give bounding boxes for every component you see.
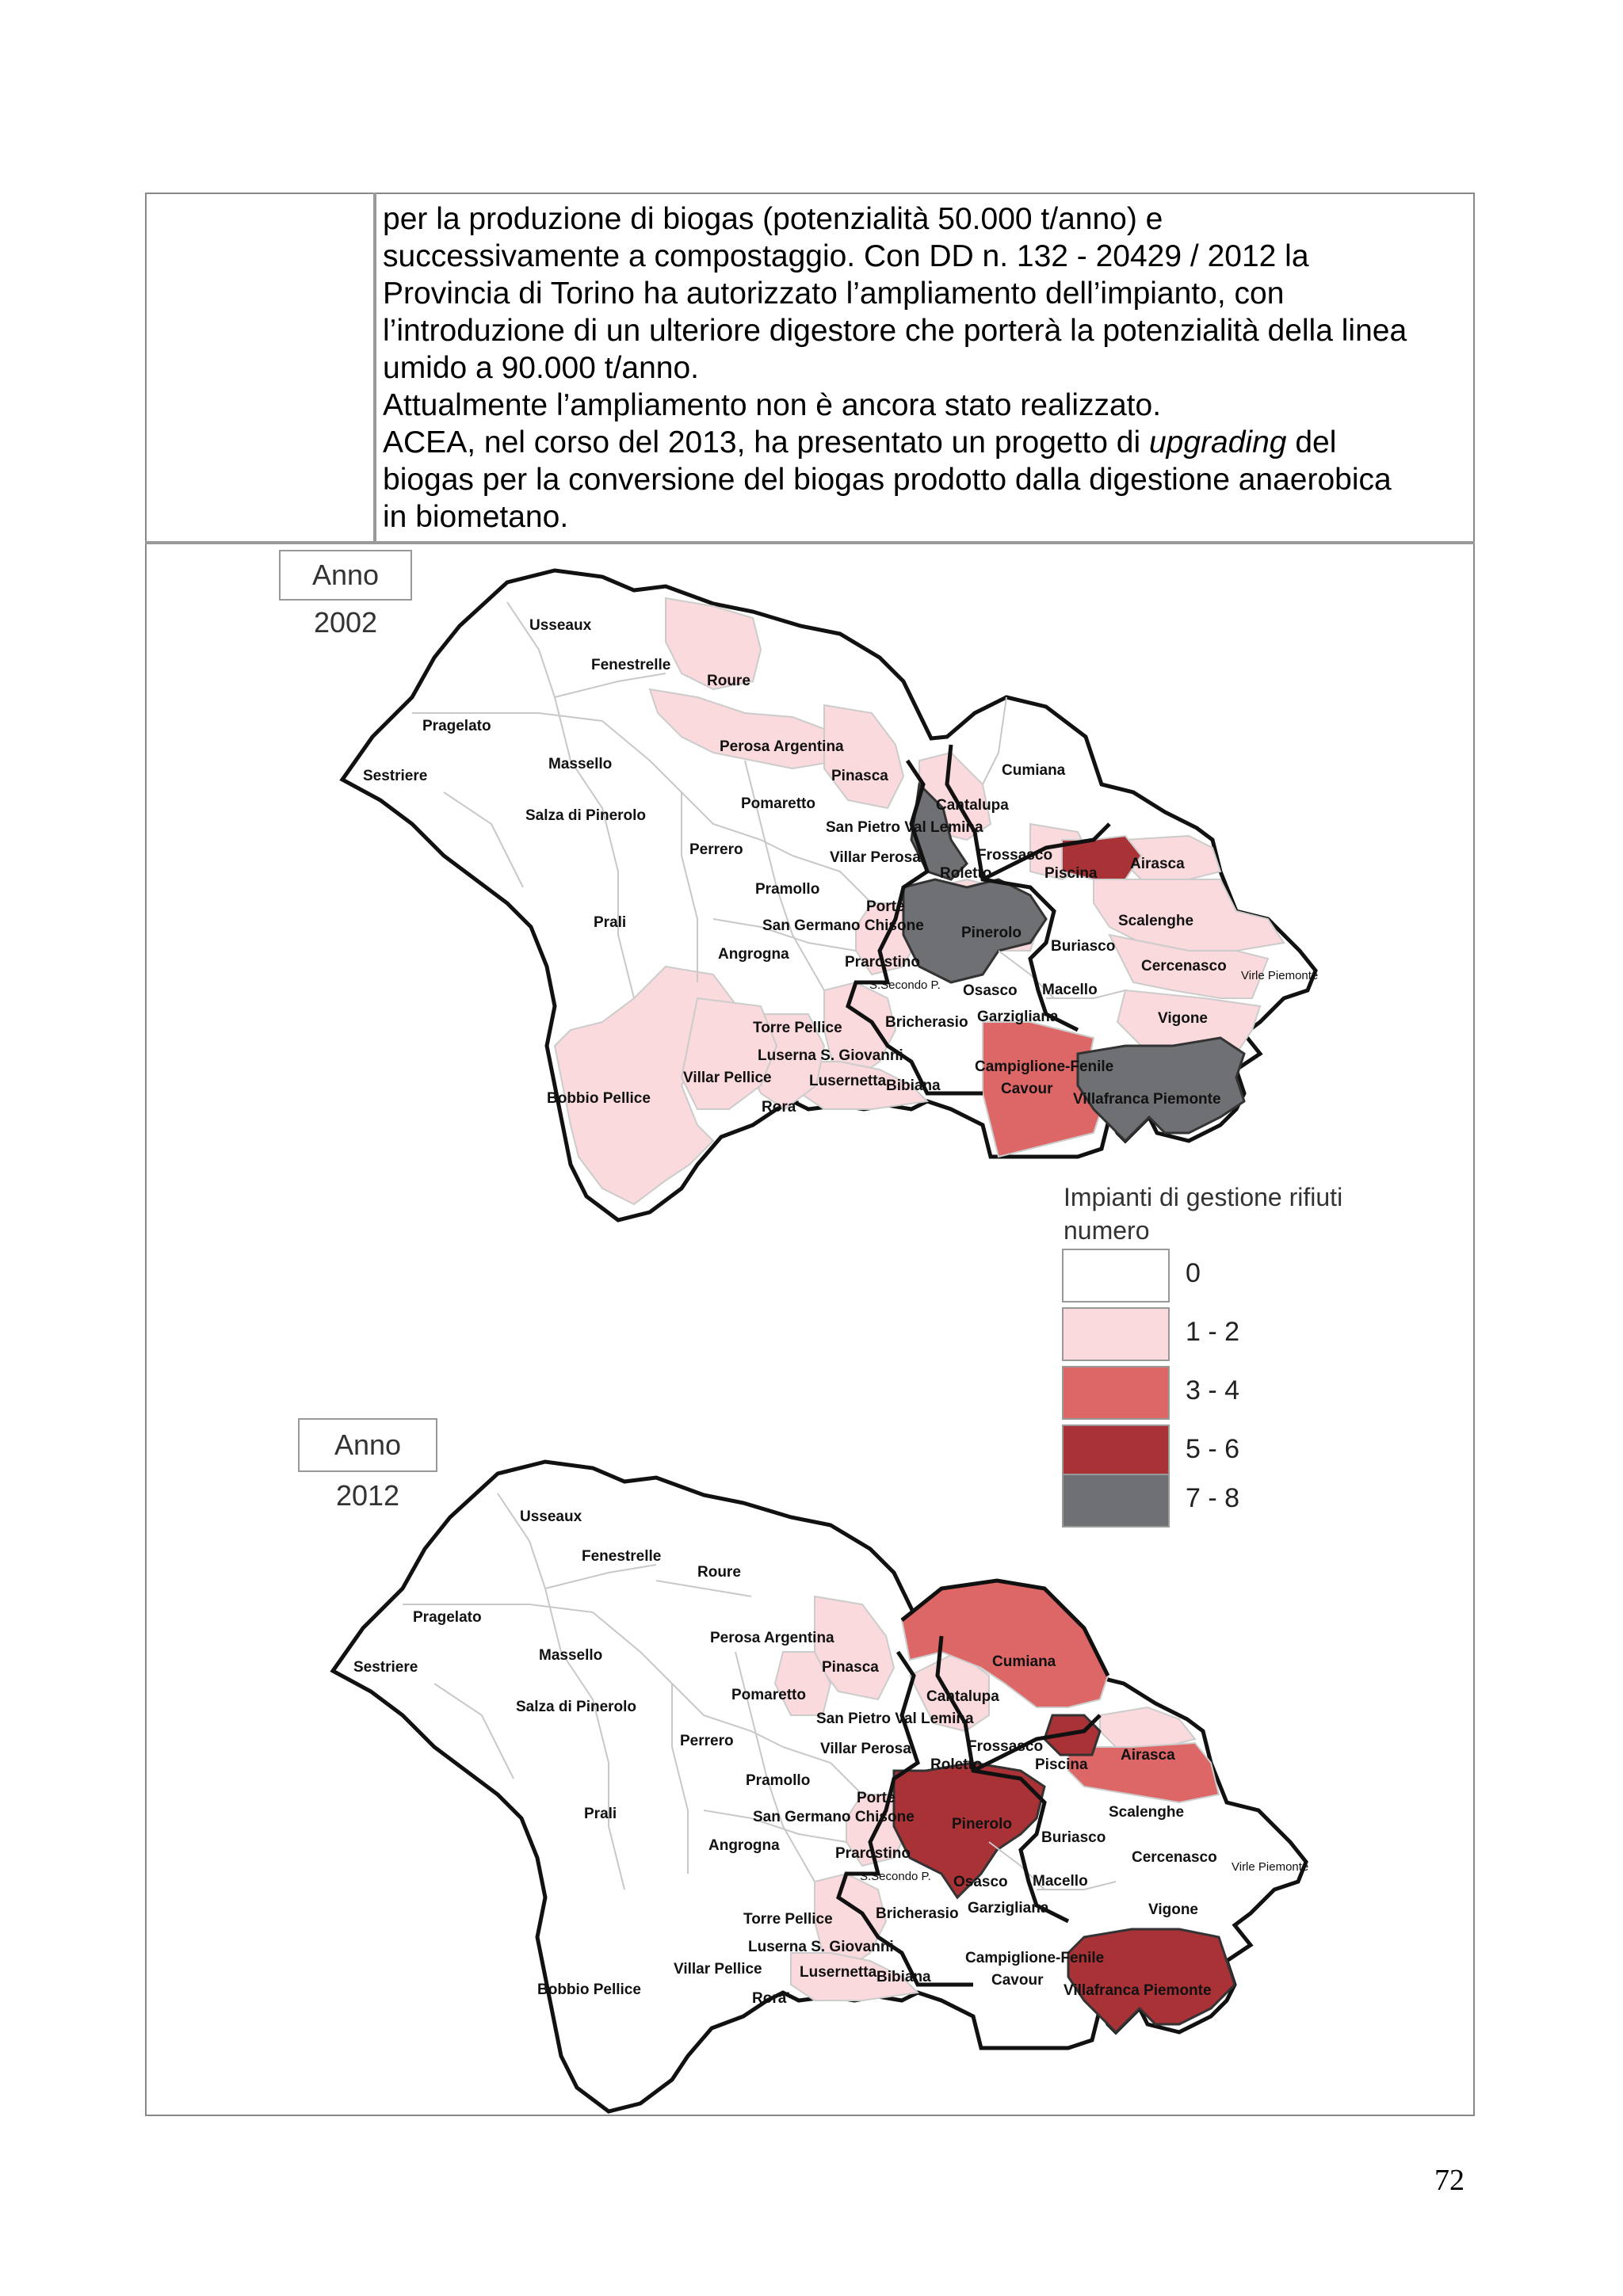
municipality-label: Scalenghe — [1118, 913, 1194, 929]
municipality-label: Scalenghe — [1109, 1804, 1185, 1821]
municipality-label: Torre Pellice — [743, 1911, 833, 1928]
municipality-label: Porte — [857, 1790, 896, 1806]
municipality-label: Cercenasco — [1141, 958, 1227, 974]
municipality-label: Pinasca — [831, 768, 888, 784]
municipality-label: Pomaretto — [731, 1687, 806, 1703]
municipality-label: Pragelato — [422, 718, 491, 734]
municipality-label: Garzigliana — [968, 1900, 1049, 1917]
municipality-label: Sestriere — [363, 768, 428, 784]
municipality-label: Macello — [1042, 982, 1098, 998]
municipality-label: Massello — [539, 1647, 603, 1664]
municipality-label: Usseaux — [520, 1508, 582, 1525]
text-line: per la produzione di biogas (potenzialità 50.000 t/anno) e — [383, 202, 1163, 236]
municipality-label: San Pietro Val Lemina — [826, 819, 983, 836]
legend-swatch — [1062, 1474, 1170, 1527]
municipality-label: Fenestrelle — [591, 657, 671, 673]
municipality-label: Cavour — [1001, 1081, 1053, 1097]
municipality-label: Sestriere — [353, 1659, 418, 1676]
municipality-label: Roure — [707, 673, 750, 689]
page-number: 72 — [1434, 2164, 1465, 2197]
municipality-label: San Germano Chisone — [762, 917, 924, 934]
municipality-label: Roure — [697, 1564, 741, 1581]
municipality-label: Vigone — [1148, 1901, 1198, 1918]
municipality-label: San Pietro Val Lemina — [816, 1711, 974, 1727]
legend-item — [1062, 1307, 1300, 1361]
municipality-label: Salza di Pinerolo — [525, 807, 647, 824]
municipality-label: Usseaux — [529, 617, 592, 634]
municipality-label: Bibiana — [886, 1077, 941, 1094]
municipality-label: Cercenasco — [1132, 1849, 1217, 1866]
municipality-label: Luserna S. Giovanni — [748, 1939, 894, 1955]
municipality-label: Villar Perosa — [820, 1741, 911, 1757]
municipality-label: Perrero — [680, 1733, 734, 1749]
text-line: umido a 90.000 t/anno. — [383, 351, 699, 385]
municipality-label: Pramollo — [746, 1772, 811, 1789]
legend-label: 0 — [1186, 1258, 1201, 1288]
municipality-label: Fenestrelle — [582, 1548, 662, 1565]
municipality-label: Rora' — [752, 1990, 790, 2007]
text-line: Attualmente l’ampliamento non è ancora stato realizzato. — [383, 388, 1162, 422]
municipality-label: Perrero — [689, 841, 743, 858]
municipality-label: Salza di Pinerolo — [516, 1699, 637, 1715]
year-label-2002: Anno 2002 — [279, 550, 412, 601]
legend-item — [1062, 1474, 1300, 1527]
text-fragment: ACEA, nel corso del 2013, ha presentato un progetto di — [383, 425, 1141, 460]
municipality-label: Piscina — [1044, 865, 1098, 882]
municipality-label: Torre Pellice — [753, 1020, 842, 1036]
municipality-label: Cumiana — [992, 1653, 1056, 1670]
municipality-label: Luserna S. Giovanni — [758, 1047, 903, 1064]
municipality-label: Osasco — [953, 1874, 1008, 1890]
map-2002 — [342, 570, 1318, 1220]
legend-label: 7 - 8 — [1186, 1483, 1240, 1513]
municipality-label: Piscina — [1035, 1756, 1088, 1773]
legend-title — [1064, 1180, 1349, 1247]
municipality-label: Prali — [594, 914, 627, 931]
municipality-label: Cumiana — [1002, 762, 1066, 779]
text-line: successivamente a compostaggio. Con DD n. 132 - 20429 / 2012 la — [383, 239, 1309, 273]
legend-item — [1062, 1366, 1300, 1420]
text-fragment: del — [1295, 425, 1337, 460]
municipality-label: Bricherasio — [885, 1014, 968, 1031]
municipality-label: Garzigliana — [977, 1009, 1059, 1025]
municipality-label: Pramollo — [755, 881, 820, 898]
municipality-label: Buriasco — [1041, 1829, 1106, 1846]
municipality-label: Cantalupa — [926, 1688, 999, 1705]
municipality-label: Airasca — [1130, 856, 1185, 872]
legend-title-line: numero — [1064, 1216, 1150, 1245]
municipality-label: Perosa Argentina — [720, 738, 844, 755]
municipality-label: Lusernetta — [809, 1073, 887, 1089]
municipality-label: Villar Pellice — [674, 1961, 762, 1978]
municipality-label: Prarostino — [845, 954, 921, 971]
municipality-label: Virle Piemonte — [1241, 969, 1319, 982]
municipality-label: Bricherasio — [876, 1905, 959, 1922]
municipality-label: Pinerolo — [961, 925, 1022, 941]
municipality-label: Pragelato — [413, 1609, 482, 1626]
municipality-label: Campiglione-Fenile — [965, 1950, 1105, 1966]
municipality-label: Villar Pellice — [683, 1070, 772, 1086]
municipality-label: Frossasco — [968, 1738, 1044, 1755]
municipality-label: Pomaretto — [741, 795, 815, 812]
municipality-label: Villafranca Piemonte — [1064, 1982, 1212, 1999]
municipality-label: Villafranca Piemonte — [1073, 1091, 1221, 1108]
text-line: l’introduzione di un ulteriore digestore che porterà la potenzialità della linea — [383, 314, 1407, 348]
municipality-label: Cantalupa — [936, 797, 1009, 814]
emphasis-word: upgrading — [1148, 425, 1287, 460]
municipality-label: Perosa Argentina — [710, 1630, 834, 1646]
legend-item — [1062, 1425, 1300, 1478]
municipality-label: Campiglione-Fenile — [975, 1058, 1114, 1075]
municipality-label: Lusernetta — [800, 1964, 877, 1981]
municipality-label: Pinasca — [822, 1659, 879, 1676]
municipality-label: Frossasco — [977, 847, 1053, 864]
municipality-label: Porte — [866, 898, 905, 915]
municipality-label: Angrogna — [708, 1837, 780, 1854]
municipality-label: Osasco — [963, 982, 1018, 999]
municipality-label: S.Secondo P. — [869, 978, 941, 992]
municipality-label: Pinerolo — [952, 1816, 1013, 1833]
region-airasca — [1100, 1707, 1195, 1747]
municipality-label: Angrogna — [718, 946, 789, 963]
municipality-label: San Germano Chisone — [753, 1809, 915, 1825]
text-line: in biometano. — [383, 500, 569, 534]
municipality-label: Vigone — [1158, 1010, 1208, 1027]
municipality-label: Virle Piemonte — [1232, 1860, 1309, 1874]
municipality-label: S.Secondo P. — [860, 1870, 931, 1883]
municipality-label: Bobbio Pellice — [537, 1981, 641, 1998]
municipality-label: Roletto — [930, 1756, 983, 1773]
municipality-label: Massello — [548, 756, 613, 772]
municipality-label: Roletto — [940, 865, 992, 882]
municipality-label: Buriasco — [1051, 938, 1116, 955]
legend-label: 3 - 4 — [1186, 1375, 1240, 1405]
legend-swatch — [1062, 1425, 1170, 1478]
legend-label: 5 - 6 — [1186, 1434, 1240, 1464]
text-line: biogas per la conversione del biogas prodotto dalla digestione anaerobica — [383, 463, 1392, 497]
legend-label: 1 - 2 — [1186, 1317, 1240, 1347]
legend-item — [1062, 1249, 1300, 1302]
legend-swatch — [1062, 1249, 1170, 1302]
municipality-label: Rora' — [762, 1099, 800, 1116]
legend-swatch — [1062, 1366, 1170, 1420]
legend-title-line: Impianti di gestione rifiuti — [1064, 1183, 1343, 1211]
municipality-label: Bibiana — [876, 1969, 931, 1985]
municipality-label: Prali — [584, 1806, 617, 1822]
municipality-label: Bobbio Pellice — [547, 1090, 651, 1107]
municipality-label: Prarostino — [835, 1845, 911, 1862]
municipality-label: Cavour — [991, 1972, 1044, 1989]
municipality-label: Villar Perosa — [830, 849, 921, 866]
municipality-label: Macello — [1033, 1873, 1088, 1890]
year-label-2012: Anno 2012 — [298, 1418, 437, 1472]
map-2012 — [333, 1462, 1308, 2111]
legend-swatch — [1062, 1307, 1170, 1361]
municipality-label: Airasca — [1121, 1747, 1175, 1764]
text-line: Provincia di Torino ha autorizzato l’ampliamento dell’impianto, con — [383, 277, 1285, 311]
